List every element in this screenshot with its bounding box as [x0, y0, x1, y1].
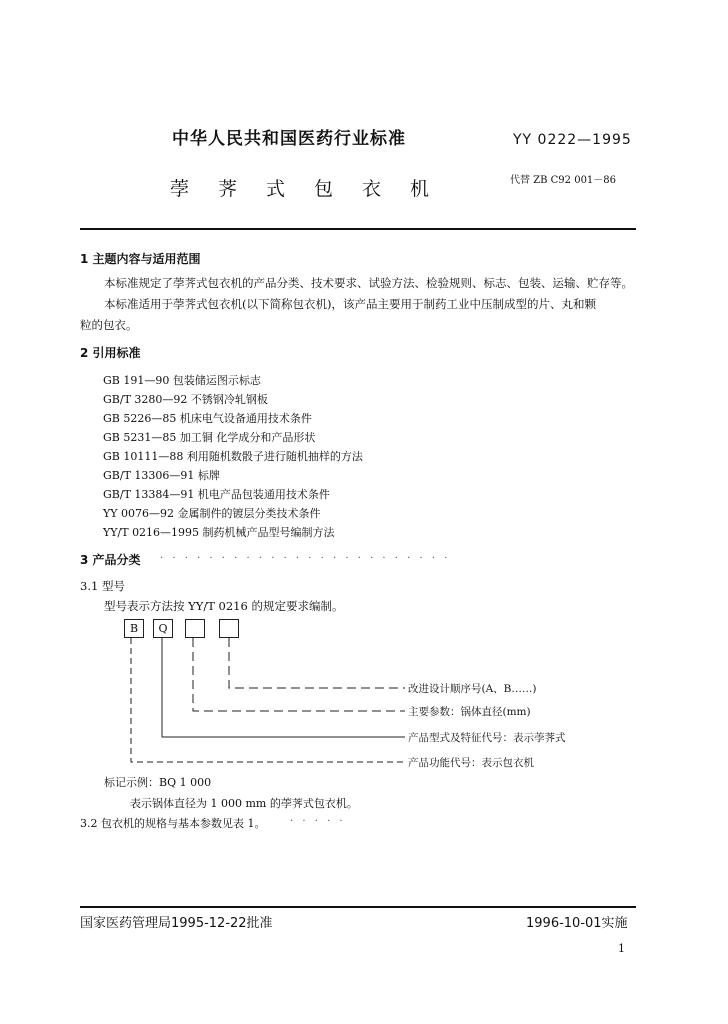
section-1-para-2-line-2: 粒的包衣。: [80, 318, 138, 332]
reference-item: GB/T 13384—91 机电产品包装通用技术条件: [103, 488, 330, 501]
document-title: 荸荠式包衣机: [170, 178, 459, 200]
section-2-heading: 2 引用标准: [80, 346, 141, 360]
reference-item: GB 5226—85 机床电气设备通用技术条件: [103, 412, 312, 425]
marking-example-label: 标记示例：BQ 1 000: [104, 776, 212, 789]
section-3-2-text: 3.2 包衣机的规格与基本参数见表 1。: [80, 817, 266, 830]
section-1-heading: 1 主题内容与适用范围: [80, 252, 201, 266]
section-3-1-text: 型号表示方法按 YY/T 0216 的规定要求编制。: [104, 599, 344, 613]
leader-dots: · · · · · · · · · · · · · · · · · · · · · · · ·: [160, 553, 451, 564]
effective-date: 1996-10-01实施: [526, 916, 628, 931]
reference-item: GB 10111—88 利用随机数骰子进行随机抽样的方法: [103, 450, 363, 463]
reference-item: GB/T 3280—92 不锈钢冷轧钢板: [103, 393, 268, 406]
reference-item: YY/T 0216—1995 制药机械产品型号编制方法: [103, 526, 335, 539]
section-1-para-2-line-1: 本标准适用于荸荠式包衣机(以下简称包衣机)，该产品主要用于制药工业中压制成型的片、丸和颗: [104, 297, 596, 311]
marking-example-text: 表示锅体直径为 1 000 mm 的荸荠式包衣机。: [130, 797, 358, 810]
leader-dots: · · · · ·: [290, 816, 346, 827]
replaces-note: 代替 ZB C92 001－86: [510, 175, 617, 186]
diagram-label-design-sequence: 改进设计顺序号(A、B……): [408, 683, 537, 695]
footer-rule: [80, 906, 636, 908]
diagram-label-main-parameter: 主要参数：锅体直径(mm): [408, 706, 531, 718]
page-number: 1: [618, 942, 625, 955]
diagram-label-function-code: 产品功能代号：表示包衣机: [408, 757, 534, 769]
reference-item: YY 0076—92 金属制件的镀层分类技术条件: [103, 507, 321, 520]
standard-code: YY 0222—1995: [513, 132, 632, 148]
section-3-1-heading: 3.1 型号: [80, 579, 125, 593]
diagram-label-type-code: 产品型式及特征代号：表示荸荠式: [408, 732, 566, 744]
model-code-box-1: B: [124, 619, 144, 638]
model-code-box-2: Q: [153, 619, 173, 638]
reference-item: GB 191—90 包装储运图示标志: [103, 374, 261, 387]
agency-title: 中华人民共和国医药行业标准: [172, 129, 406, 149]
approval-statement: 国家医药管理局1995-12-22批准: [80, 916, 273, 931]
reference-item: GB 5231—85 加工铜 化学成分和产品形状: [103, 431, 316, 444]
section-1-para-1: 本标准规定了荸荠式包衣机的产品分类、技术要求、试验方法、检验规则、标志、包装、运输、贮存等。: [104, 276, 633, 290]
reference-item: GB/T 13306—91 标牌: [103, 469, 220, 482]
section-3-heading: 3 产品分类: [80, 553, 141, 567]
